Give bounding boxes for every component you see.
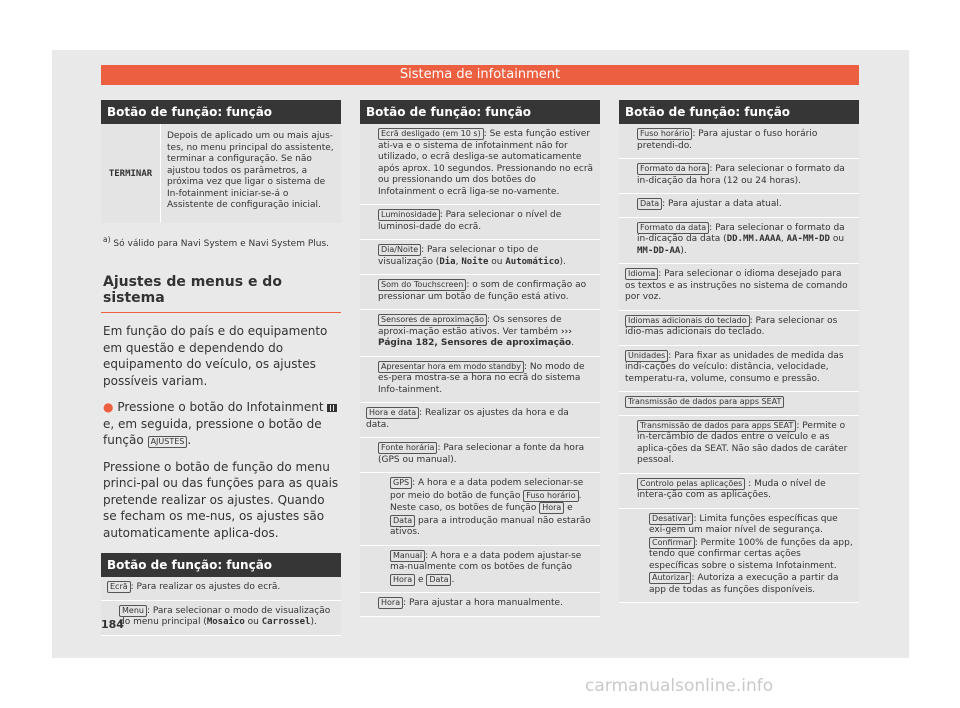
- function-button: Ecrã desligado (em 10 s): [378, 128, 484, 140]
- term-value: Depois de aplicado um ou mais ajus-tes, no menu principal do assistente, terminar a configuração. Se não ajustou todos os parâmetros, a próxima vez que ligar o sistema de In-fotainment iniciar-se-á o Assistente de configuração inicial.: [167, 131, 334, 210]
- table-row: [360, 438, 600, 473]
- row-text: ou: [244, 617, 262, 627]
- row-text: : Para selecionar o modo de visualização do menu principal (: [119, 605, 331, 627]
- table-row: [360, 205, 600, 240]
- table-row: [360, 357, 600, 404]
- row-text: ou: [488, 256, 506, 267]
- function-button: Hora e data: [366, 407, 419, 419]
- function-button: Sensores de aproximação: [378, 314, 487, 326]
- row-text: : Se esta função estiver ati-va e o sistema de infotainment não for utilizado, o ecrã desliga-se automaticamente após aprox. 10 segundos. Pressionando no ecrã ou pressionando um dos botões do Infotainment o ecrã liga-se no-vamente.: [378, 129, 594, 197]
- function-button: Idioma: [625, 268, 658, 280]
- table-row: [619, 264, 859, 311]
- row-text: : Muda o nível de intera-ção com as aplicações.: [637, 478, 826, 500]
- mono-text: Dia: [439, 256, 456, 267]
- ajustes-button: AJUSTES: [148, 436, 188, 448]
- row-text: : o som de confirmação ao pressionar um botão de função está ativo.: [378, 280, 587, 302]
- bullet: ●: [103, 400, 114, 414]
- function-table-2: [101, 553, 341, 636]
- function-button: Desativar: [649, 513, 693, 525]
- function-button: Fuso horário: [523, 490, 578, 502]
- row-text: : Permite o in-tercâmbio de dados entre o veículo e as aplica-ções da SEAT. Não são dados de caráter pessoal.: [637, 420, 848, 465]
- page-number: 184: [101, 618, 124, 631]
- function-button: Som do Touchscreen: [378, 279, 466, 291]
- function-button: Transmissão de dados para apps SEAT: [637, 420, 796, 432]
- function-button: Autorizar: [649, 572, 691, 584]
- menu-button: Menu: [119, 605, 147, 617]
- row-text: : Para ajustar a hora manualmente.: [403, 598, 563, 608]
- row-text: . Neste caso, os botões de função: [390, 490, 582, 513]
- row-text: ,: [780, 234, 787, 244]
- table-row: [101, 124, 341, 223]
- function-button: Controlo pelas aplicações: [637, 478, 745, 490]
- function-button: Confirmar: [649, 537, 695, 549]
- table-row: [619, 124, 859, 159]
- table-row: [360, 240, 600, 275]
- footnote-text: Só válido para Navi System e Navi System Plus.: [113, 239, 330, 249]
- watermark: carmanualsonline.info: [585, 676, 774, 696]
- column-1: [101, 100, 341, 636]
- table-row: [619, 509, 859, 604]
- table-header: Botão de função: função: [101, 100, 341, 124]
- menu-grid-icon: [327, 404, 337, 412]
- row-text: ou: [829, 234, 845, 244]
- row-text: : Realizar os ajustes da hora e da data.: [366, 408, 569, 430]
- table-row: Sensores de aproximação : Os sensores de aproxi-mação estão ativos. Ver também ››› Página 182, Sensores de aproximação.: [360, 310, 600, 357]
- row-text: : Para selecionar o nível de luminosi-dade do ecrã.: [378, 210, 562, 232]
- column-3: [619, 100, 859, 603]
- function-button: Apresentar hora em modo standby: [378, 361, 524, 373]
- function-button: Idiomas adicionais do teclado: [625, 315, 750, 327]
- mono-text: AA-MM-DD: [786, 234, 830, 244]
- row-text: : Para selecionar a fonte da hora (GPS ou manual).: [378, 443, 585, 465]
- mono-text: DD.MM.AAAA: [726, 234, 781, 244]
- table-header: Botão de função: função: [619, 100, 859, 124]
- row-text: .: [451, 574, 455, 585]
- row-text: : Para selecionar o tipo de visualização (: [378, 245, 539, 267]
- table-row: [619, 218, 859, 265]
- function-button: Fonte horária: [378, 442, 437, 454]
- section-title: Ajustes de menus e do sistema: [101, 274, 341, 313]
- table-row: [619, 392, 859, 416]
- step-text-2: e, em seguida, pressione o botão de função: [103, 416, 322, 447]
- paragraph-step: ● Pressione o botão do Infotainment e, em seguida, pressione o botão de função AJUSTES .: [101, 399, 341, 449]
- function-button: Data: [637, 198, 662, 210]
- mono-text: MM-DD-AA: [637, 245, 681, 256]
- table-row: [619, 416, 859, 474]
- row-text: : Autoriza a execução a partir da app de todas as funções disponíveis.: [649, 573, 839, 595]
- mono-text: Mosaico: [206, 617, 245, 627]
- row-text: : Para selecionar o formato da in-dicação da data (: [637, 222, 845, 244]
- table-row: [619, 159, 859, 194]
- function-button: GPS: [390, 477, 412, 489]
- row-text: : No modo de es-pera mostra-se a hora no ecrã do sistema Info-tainment.: [378, 361, 585, 395]
- function-button: Fuso horário: [637, 128, 692, 140]
- function-button: Hora: [378, 597, 403, 609]
- row-text: e: [564, 503, 573, 513]
- function-button: Hora: [390, 574, 415, 586]
- row-text: ).: [310, 617, 317, 627]
- row-text: : Para ajustar o fuso horário pretendi-do.: [637, 129, 818, 151]
- table-row: [619, 194, 859, 218]
- table-row: [360, 473, 600, 546]
- row-text: e: [415, 574, 427, 585]
- row-text: : Permite 100% de funções da app, tendo que confirmar certas ações específicas sobre o sistema Infotainment.: [649, 537, 853, 571]
- function-button: Luminosidade: [378, 209, 440, 221]
- row-text: : A hora e a data podem selecionar-se por meio do botão de função: [390, 478, 584, 501]
- term-key: TERMINAR: [101, 124, 161, 223]
- table-row: [101, 601, 341, 636]
- footnote-mark: a): [103, 235, 111, 244]
- table-row: [101, 577, 341, 601]
- row-text: para a introdução manual não estarão ativos.: [390, 515, 591, 537]
- row-text: : Para selecionar os idio-mas adicionais do teclado.: [625, 315, 838, 337]
- table-row: [619, 474, 859, 509]
- step-text: Pressione o botão do Infotainment: [117, 400, 324, 414]
- mono-text: Noite: [461, 256, 489, 267]
- table-row: [360, 593, 600, 617]
- function-button: Manual: [390, 550, 425, 562]
- paragraph: Em função do país e do equipamento em questão e dependendo do equipamento do veículo, os ajustes possíveis variam.: [103, 324, 328, 388]
- function-button: Transmissão de dados para apps SEAT: [625, 396, 784, 408]
- ecra-button: Ecrã: [107, 581, 131, 593]
- function-button: Unidades: [625, 350, 668, 362]
- row-text: : Para fixar as unidades de medida das indi-cações do veículo: distância, velocidade, temperatu-ra, volume, consumo e pressão.: [625, 350, 844, 384]
- mono-text: Carrossel: [261, 617, 311, 627]
- row-text: : Para realizar os ajustes do ecrã.: [130, 582, 281, 592]
- row-text: : Os sensores de aproxi-mação estão ativos. Ver também: [378, 315, 562, 337]
- function-button: Formato da hora: [637, 163, 709, 175]
- table-row: [360, 403, 600, 438]
- page-reference: ››› Página 182, Sensores de aproximação: [378, 326, 572, 348]
- table-row: [360, 546, 600, 594]
- function-button: Hora: [539, 502, 564, 514]
- column-2: [360, 100, 600, 617]
- table-header: Botão de função: função: [101, 553, 341, 577]
- row-text: : Para ajustar a data atual.: [662, 199, 782, 209]
- row-text: ,: [455, 256, 462, 267]
- section-header: Sistema de infotainment: [101, 65, 859, 85]
- row-text: : Para selecionar o idioma desejado para os textos e as instruções no sistema de comando por voz.: [625, 269, 848, 302]
- function-button: Data: [390, 515, 415, 527]
- table-row: [360, 124, 600, 205]
- mono-text: Automático: [505, 256, 560, 267]
- function-button: Formato da data: [637, 222, 709, 234]
- row-text: ).: [680, 245, 687, 256]
- table-row: [619, 346, 859, 393]
- row-text: ).: [559, 256, 566, 267]
- paragraph: Pressione o botão de função do menu princi-pal ou das funções para as quais pretende realizar os ajustes. Quando se fecham os me-nus, os ajustes são automaticamente aplica-dos.: [103, 459, 339, 540]
- row-text: : Para selecionar o formato da in-dicação da hora (12 ou 24 horas).: [637, 164, 845, 186]
- table-header: Botão de função: função: [360, 100, 600, 124]
- function-button: Dia/Noite: [378, 244, 421, 256]
- row-text: : Limita funções específicas que exi-gem um maior nível de segurança.: [649, 513, 838, 535]
- row-text: : A hora e a data podem ajustar-se ma-nualmente com os botões de função: [390, 550, 582, 572]
- table-row: [360, 275, 600, 310]
- footnote: [101, 235, 341, 249]
- table-row: [619, 311, 859, 346]
- function-button: Data: [426, 574, 451, 586]
